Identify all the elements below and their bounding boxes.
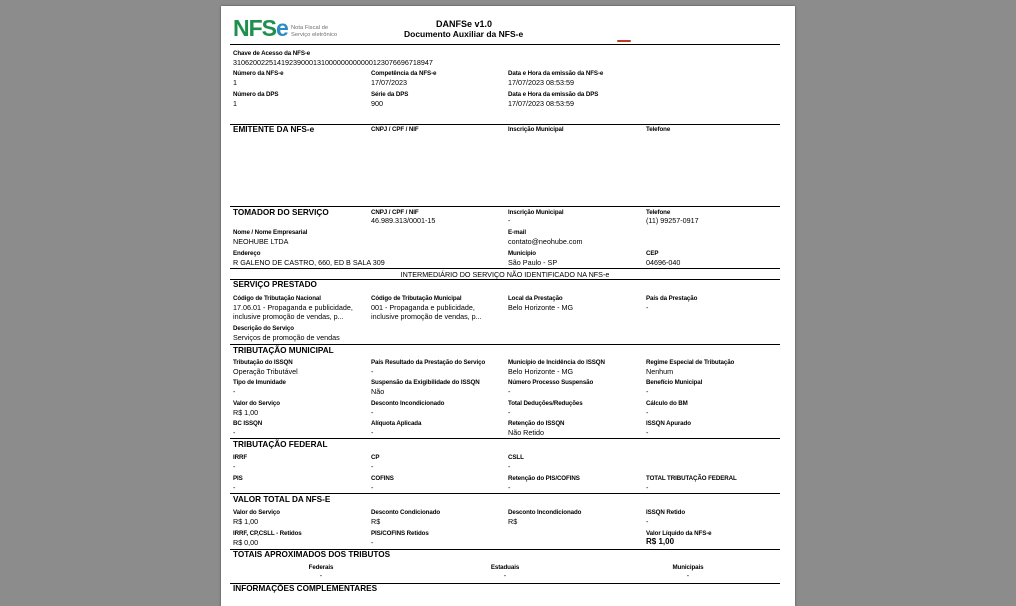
- dps-series-label: Série da DPS: [371, 91, 409, 98]
- access-key-label: Chave de Acesso da NFS-e: [233, 50, 311, 57]
- result-country-value: -: [371, 367, 374, 376]
- incidence-city-label: Município de Incidência do ISSQN: [508, 359, 605, 366]
- competence-label: Competência da NFS-e: [371, 70, 437, 77]
- irrf-retained-value: R$ 0,00: [233, 538, 259, 547]
- net-value-label: Valor Líquido da NFS-e: [646, 530, 712, 537]
- state-approx-label: Estaduais: [490, 564, 520, 571]
- access-key-value: 31062002251419239000131000000000000123076696718947: [233, 58, 433, 67]
- cond-discount-value: R$: [371, 517, 381, 526]
- service-value-value: R$ 1,00: [233, 408, 259, 417]
- issqn-retention-label: Retenção do ISSQN: [508, 420, 565, 427]
- taker-name-value: NEOHUBE LTDA: [233, 237, 289, 246]
- taker-phone-label: Telefone: [646, 209, 671, 216]
- competence-value: 17/07/2023: [371, 78, 407, 87]
- issqn-assessed-value: -: [646, 428, 649, 437]
- national-code-line2: inclusive promoção de vendas, p...: [233, 312, 344, 321]
- doc-subtitle: Documento Auxiliar da NFS-e: [404, 29, 524, 39]
- taker-city-value: São Paulo - SP: [508, 258, 558, 267]
- municipal-tax-title: TRIBUTAÇÃO MUNICIPAL: [233, 346, 334, 355]
- pis-label: PIS: [233, 475, 243, 482]
- service-section-title: SERVIÇO PRESTADO: [233, 280, 317, 289]
- issuer-phone-label: Telefone: [646, 126, 671, 133]
- total-uncond-discount-label: Desconto Incondicionado: [508, 509, 582, 516]
- service-value-label: Valor do Serviço: [233, 400, 280, 407]
- uncond-discount-value: -: [371, 408, 374, 417]
- complementary-info-title: INFORMAÇÕES COMPLEMENTARES: [233, 584, 378, 593]
- immunity-label: Tipo de Imunidade: [233, 379, 286, 386]
- logo-nfs-text: NFS: [233, 15, 276, 41]
- logo-e-text: e: [276, 15, 288, 41]
- pis-value: -: [233, 483, 236, 492]
- nfse-number-label: Número da NFS-e: [233, 70, 284, 77]
- taker-im-label: Inscrição Municipal: [508, 209, 564, 216]
- issqn-assessed-label: ISSQN Apurado: [646, 420, 691, 427]
- pis-retained-value: -: [371, 538, 374, 547]
- dps-number-value: 1: [233, 99, 237, 108]
- taker-im-value: -: [508, 216, 511, 225]
- municipal-benefit-value: -: [646, 387, 649, 396]
- taker-cnpj-value: 46.989.313/0001-15: [371, 216, 436, 225]
- municipal-code-line1: 001 - Propaganda e publicidade,: [371, 303, 475, 312]
- taker-cnpj-label: CNPJ / CPF / NIF: [371, 209, 419, 216]
- federal-total-label: TOTAL TRIBUTAÇÃO FEDERAL: [646, 475, 737, 482]
- service-country-label: País da Prestação: [646, 295, 698, 302]
- suspension-label: Suspensão da Exigibilidade do ISSQN: [371, 379, 480, 386]
- service-desc-value: Serviços de promoção de vendas: [233, 333, 340, 342]
- pis-cofins-retention-value: -: [508, 483, 511, 492]
- logo-sub-line2: Serviço eletrônico: [291, 32, 338, 38]
- issuer-redacted-area: [230, 134, 780, 204]
- rate-value: -: [371, 428, 374, 437]
- immunity-value: -: [233, 387, 236, 396]
- issqn-retained-value: -: [646, 517, 649, 526]
- deductions-label: Total Deduções/Reduções: [508, 400, 583, 407]
- municipal-approx-label: Municipais: [672, 564, 704, 571]
- taker-address-label: Endereço: [233, 250, 261, 257]
- federal-tax-title: TRIBUTAÇÃO FEDERAL: [233, 440, 328, 449]
- service-country-value: -: [646, 303, 649, 312]
- suspension-process-label: Número Processo Suspensão: [508, 379, 594, 386]
- taker-phone-value: (11) 99257-0917: [646, 216, 699, 225]
- dps-emission-label: Data e Hora da emissão da DPS: [508, 91, 599, 98]
- result-country-label: País Resultado da Prestação do Serviço: [371, 359, 486, 366]
- pis-cofins-retention-label: Retenção do PIS/COFINS: [508, 475, 580, 482]
- cp-label: CP: [371, 454, 380, 461]
- emission-label: Data e Hora da emissão da NFS-e: [508, 70, 604, 77]
- special-regime-label: Regime Especial de Tributação: [646, 359, 735, 366]
- federal-approx-label: Federais: [308, 564, 334, 571]
- irrf-retained-label: IRRF, CP,CSLL - Retidos: [233, 530, 302, 537]
- cofins-value: -: [371, 483, 374, 492]
- cofins-label: COFINS: [371, 475, 394, 482]
- national-code-label: Código de Tributação Nacional: [233, 295, 321, 302]
- irrf-value: -: [233, 462, 236, 471]
- taker-city-label: Município: [508, 250, 536, 257]
- municipal-code-label: Código de Tributação Municipal: [371, 295, 462, 302]
- national-code-line1: 17.06.01 - Propaganda e publicidade,: [233, 303, 353, 312]
- total-service-value: R$ 1,00: [233, 517, 259, 526]
- service-place-value: Belo Horizonte - MG: [508, 303, 574, 312]
- total-value-title: VALOR TOTAL DA NFS-E: [233, 495, 331, 504]
- taker-address-value: R GALENO DE CASTRO, 660, ED B SALA 309: [233, 258, 385, 267]
- nfse-number-value: 1: [233, 78, 237, 87]
- taker-name-label: Nome / Nome Empresarial: [233, 229, 308, 236]
- cp-value: -: [371, 462, 374, 471]
- municipal-approx-value: -: [686, 571, 690, 580]
- pis-retained-label: PIS/COFINS Retidos: [371, 530, 429, 537]
- bm-calc-value: -: [646, 408, 649, 417]
- red-mark: [617, 40, 631, 42]
- deductions-value: -: [508, 408, 511, 417]
- logo-sub-line1: Nota Fiscal de: [291, 25, 329, 31]
- taker-cep-value: 04696-040: [646, 258, 681, 267]
- dps-number-label: Número da DPS: [233, 91, 279, 98]
- intermediary-notice: INTERMEDIÁRIO DO SERVIÇO NÃO IDENTIFICADO NA NFS-e: [400, 270, 610, 279]
- total-uncond-discount-value: R$: [508, 517, 518, 526]
- taker-cep-label: CEP: [646, 250, 659, 257]
- doc-title: DANFSe v1.0: [436, 19, 493, 29]
- issqn-taxation-value: Operação Tributável: [233, 367, 298, 376]
- emission-value: 17/07/2023 08:53:59: [508, 78, 574, 87]
- rate-label: Alíquota Aplicada: [371, 420, 422, 427]
- approx-taxes-title: TOTAIS APROXIMADOS DOS TRIBUTOS: [233, 550, 391, 559]
- suspension-process-value: -: [508, 387, 511, 396]
- bc-issqn-value: -: [233, 428, 236, 437]
- suspension-value: Não: [371, 387, 385, 396]
- csll-label: CSLL: [508, 454, 524, 461]
- bm-calc-label: Cálculo do BM: [646, 400, 688, 407]
- irrf-label: IRRF: [233, 454, 248, 461]
- issuer-im-label: Inscrição Municipal: [508, 126, 564, 133]
- service-desc-label: Descrição do Serviço: [233, 325, 294, 332]
- total-service-label: Valor do Serviço: [233, 509, 280, 516]
- issuer-cnpj-label: CNPJ / CPF / NIF: [371, 126, 419, 133]
- service-place-label: Local da Prestação: [508, 295, 563, 302]
- logo-subtitle: [291, 25, 337, 39]
- taker-section-title: TOMADOR DO SERVIÇO: [233, 208, 329, 217]
- municipal-benefit-label: Benefício Municipal: [646, 379, 703, 386]
- bc-issqn-label: BC ISSQN: [233, 420, 263, 427]
- taker-email-label: E-mail: [508, 229, 526, 236]
- nfse-logo: [233, 15, 288, 42]
- document-page: [221, 6, 795, 606]
- net-value-value: R$ 1,00: [646, 537, 675, 546]
- federal-total-value: -: [646, 483, 649, 492]
- special-regime-value: Nenhum: [646, 367, 674, 376]
- csll-value: -: [508, 462, 511, 471]
- federal-approx-value: -: [319, 571, 323, 580]
- issuer-section-title: EMITENTE DA NFS-e: [233, 125, 315, 134]
- cond-discount-label: Desconto Condicionado: [371, 509, 441, 516]
- dps-series-value: 900: [371, 99, 383, 108]
- state-approx-value: -: [503, 571, 507, 580]
- issqn-retention-value: Não Retido: [508, 428, 544, 437]
- issqn-taxation-label: Tributação do ISSQN: [233, 359, 293, 366]
- incidence-city-value: Belo Horizonte - MG: [508, 367, 574, 376]
- municipal-code-line2: inclusive promoção de vendas, p...: [371, 312, 482, 321]
- dps-emission-value: 17/07/2023 08:53:59: [508, 99, 574, 108]
- issqn-retained-label: ISSQN Retido: [646, 509, 686, 516]
- uncond-discount-label: Desconto Incondicionado: [371, 400, 445, 407]
- taker-email-value: contato@neohube.com: [508, 237, 583, 246]
